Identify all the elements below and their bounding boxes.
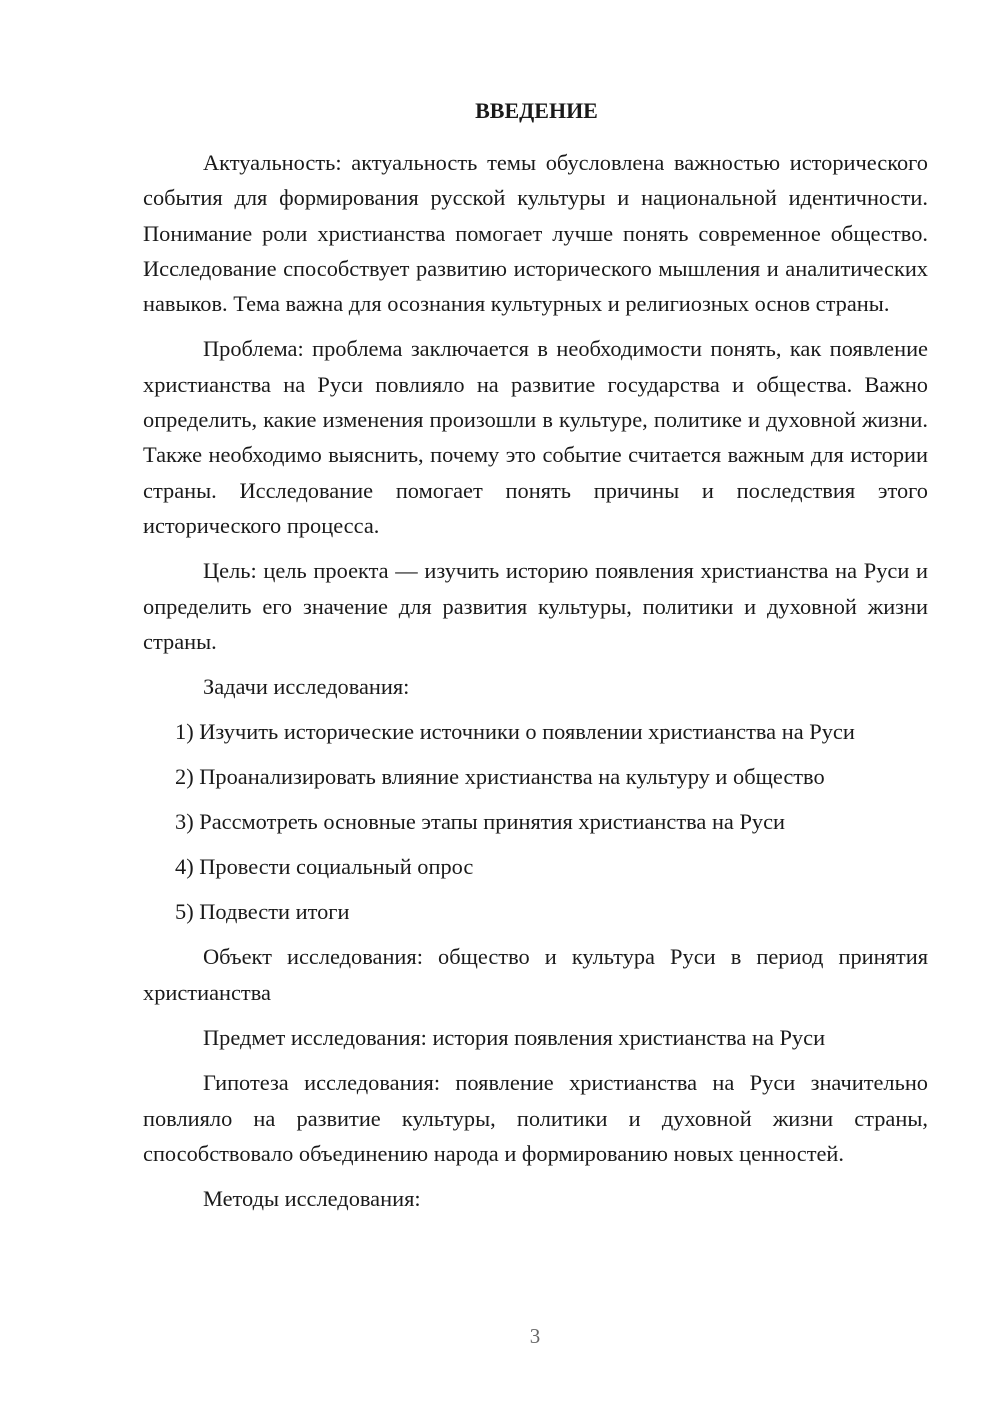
paragraph-object: Объект исследования: общество и культура Руси в период принятия христианства <box>143 944 928 1005</box>
paragraph-hypothesis: Гипотеза исследования: появление христианства на Руси значительно повлияло на развитие культуры, политики и духовной жизни страны, способствовало объединению народа и формированию новых ценностей. <box>143 1070 928 1166</box>
paragraph-subject: Предмет исследования: история появления христианства на Руси <box>203 1025 826 1051</box>
tasks-list <box>143 714 928 929</box>
task-item-1: 1) Изучить исторические источники о появлении христианства на Руси <box>175 719 855 745</box>
tasks-heading: Задачи исследования: <box>203 674 410 700</box>
section-title: ВВЕДЕНИЕ <box>475 98 598 123</box>
task-item-4: 4) Провести социальный опрос <box>175 854 474 880</box>
task-item-5: 5) Подвести итоги <box>175 899 350 925</box>
task-item-3: 3) Рассмотреть основные этапы принятия христианства на Руси <box>175 809 786 835</box>
paragraph-problem: Проблема: проблема заключается в необходимости понять, как появление христианства на Руси повлияло на развитие государства и общества. Важно определить, какие изменения произошли в культуре, политике и духовной жизни. Также необходимо выяснить, почему это событие считается важным для истории страны. Исследование помогает понять причины и последствия этого исторического процесса. <box>143 336 928 538</box>
document-body <box>143 92 928 1227</box>
paragraph-goal: Цель: цель проекта — изучить историю появления христианства на Руси и определить его значение для развития культуры, политики и духовной жизни страны. <box>143 558 928 654</box>
task-item-2: 2) Проанализировать влияние христианства на культуру и общество <box>175 764 825 790</box>
methods-heading: Методы исследования: <box>203 1186 421 1212</box>
paragraph-relevance: Актуальность: актуальность темы обусловлена важностью исторического события для формирования русской культуры и национальной идентичности. Понимание роли христианства помогает лучше понять современное общество. Исследование способствует развитию исторического мышления и аналитических навыков. Тема важна для осознания культурных и религиозных основ страны. <box>143 150 928 317</box>
page-number: 3 <box>529 1324 541 1348</box>
